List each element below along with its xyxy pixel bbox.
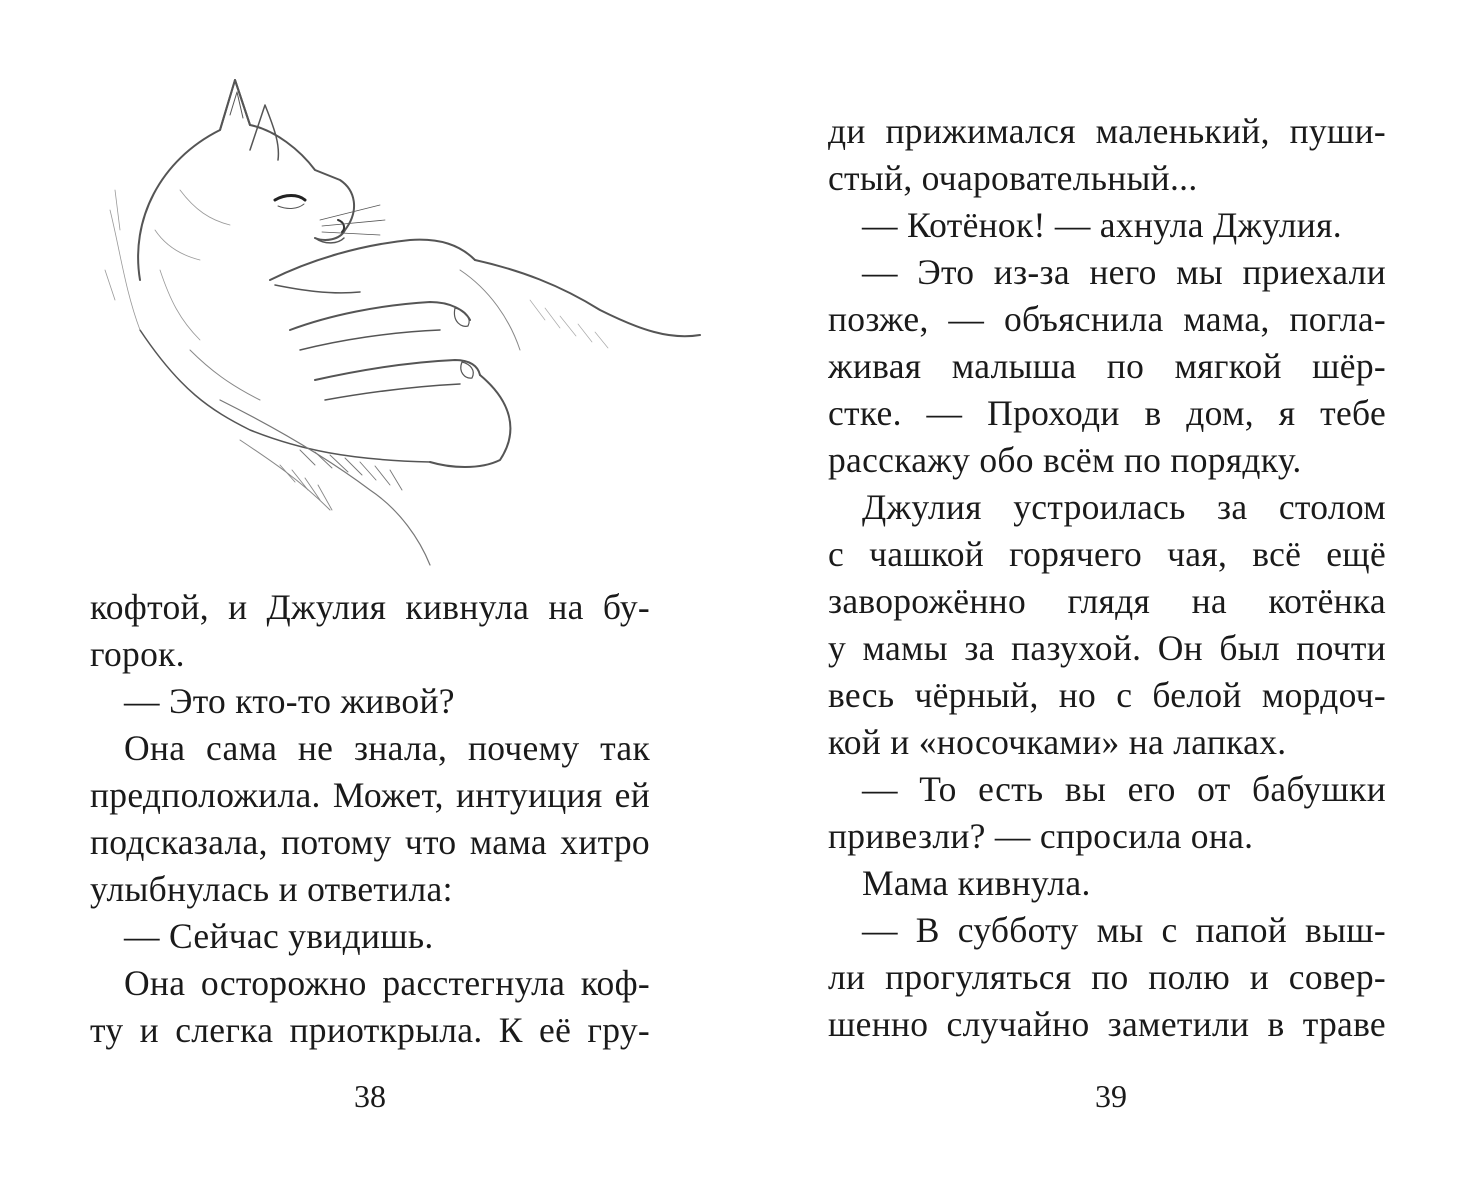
text-line: кой и «носочками» на лапках. bbox=[828, 722, 1287, 762]
text-line: — Сейчас увидишь. bbox=[124, 916, 434, 956]
text-line: горок. bbox=[90, 634, 185, 674]
text-line: весь чёрный, но с белой мордоч- bbox=[828, 675, 1386, 715]
text-line: у мамы за пазухой. Он был почти bbox=[828, 628, 1386, 668]
text-line: — В субботу мы с папой выш- bbox=[862, 910, 1386, 950]
kitten-illustration bbox=[100, 70, 710, 570]
text-line: — Котёнок! — ахнула Джулия. bbox=[862, 205, 1342, 245]
text-line: шенно случайно заметили в траве bbox=[828, 1004, 1386, 1044]
text-line: позже, — объяснила мама, погла- bbox=[828, 299, 1386, 339]
text-line: Джулия устроилась за столом bbox=[862, 487, 1386, 527]
left-page-text bbox=[90, 584, 650, 1054]
text-line: — То есть вы его от бабушки bbox=[862, 769, 1386, 809]
text-line: с чашкой горячего чая, всё ещё bbox=[828, 534, 1386, 574]
text-line: подсказала, потому что мама хитро bbox=[90, 822, 650, 862]
text-line: ли прогуляться по полю и совер- bbox=[828, 957, 1386, 997]
text-line: кофтой, и Джулия кивнула на бу- bbox=[90, 587, 650, 627]
text-line: Она осторожно расстегнула коф- bbox=[124, 963, 650, 1003]
right-page-text bbox=[828, 108, 1386, 1048]
text-line: стый, очаровательный... bbox=[828, 158, 1198, 198]
left-page bbox=[0, 0, 738, 1182]
text-line: стке. — Проходи в дом, я тебе bbox=[828, 393, 1386, 433]
text-line: живая малыша по мягкой шёр- bbox=[828, 346, 1386, 386]
text-line: заворожённо глядя на котёнка bbox=[828, 581, 1386, 621]
text-line: расскажу обо всём по порядку. bbox=[828, 440, 1302, 480]
text-line: ту и слегка приоткрыла. К её гру- bbox=[90, 1010, 650, 1050]
text-line: улыбнулась и ответила: bbox=[90, 869, 453, 909]
right-page bbox=[738, 0, 1477, 1182]
text-line: — Это из-за него мы приехали bbox=[862, 252, 1386, 292]
text-line: ди прижимался маленький, пуши- bbox=[828, 111, 1386, 151]
page-number: 39 bbox=[1095, 1078, 1127, 1114]
text-line: предположила. Может, интуиция ей bbox=[90, 775, 650, 815]
page-number: 38 bbox=[354, 1078, 386, 1114]
text-line: привезли? — спросила она. bbox=[828, 816, 1254, 856]
text-line: Она сама не знала, почему так bbox=[124, 728, 650, 768]
text-line: — Это кто-то живой? bbox=[124, 681, 455, 721]
kitten-sketch-image bbox=[100, 70, 710, 570]
text-line: Мама кивнула. bbox=[862, 863, 1091, 903]
